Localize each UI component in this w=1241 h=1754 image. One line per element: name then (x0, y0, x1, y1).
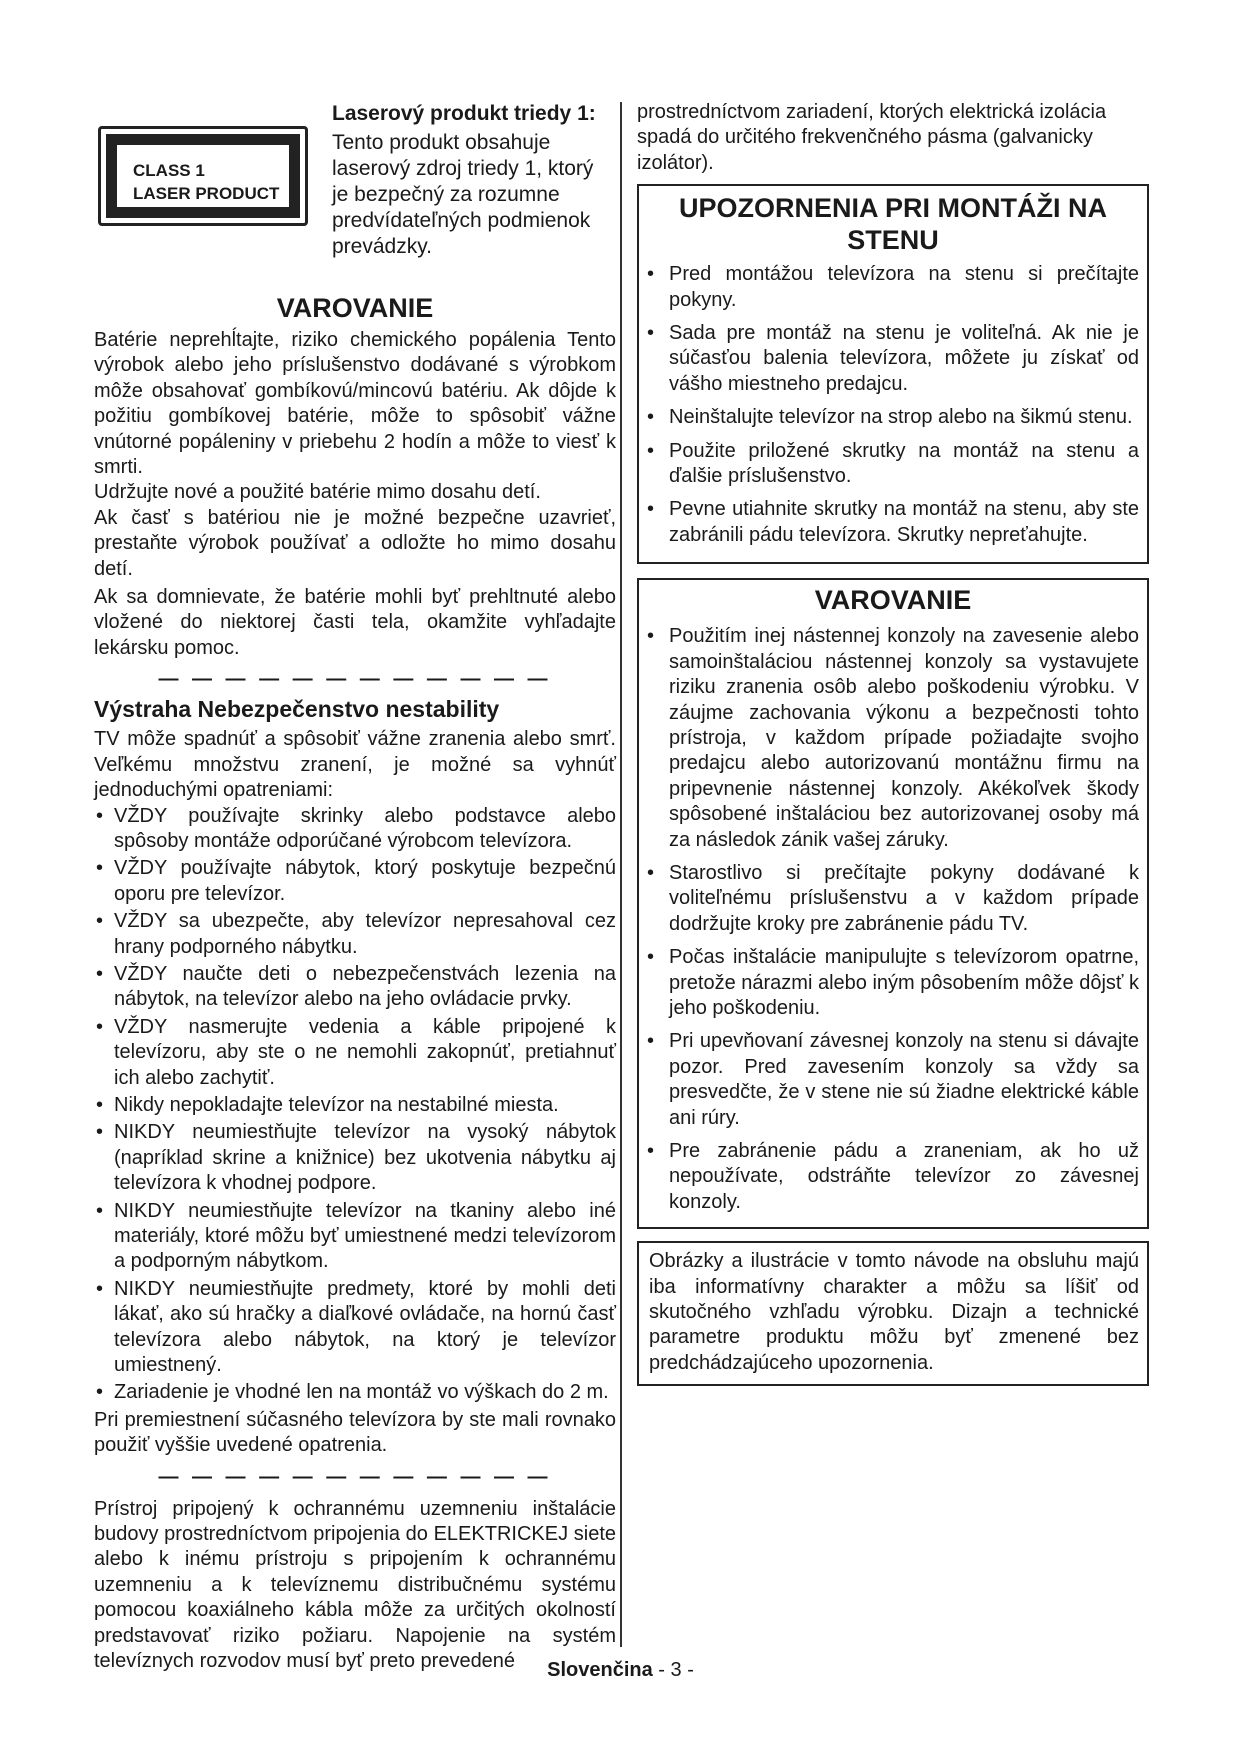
list-item: • Neinštalujte televízor na strop alebo na šikmú stenu. (639, 405, 1139, 430)
battery-warning-text: Ak časť s batériou nie je možné bezpečne uzavrieť, prestaňte výrobok používať a odložte ho mimo dosahu detí. (94, 506, 616, 580)
laser-title: Laserový produkt triedy 1: (332, 102, 596, 125)
separator: — — — — — — — — — — — — (158, 668, 552, 691)
list-item: • Pre zabránenie pádu a zraneniam, ak ho už nepoužívate, odstráňte televízor zo závesnej konzoly. (639, 1139, 1139, 1215)
mount-warning-box (637, 578, 1149, 1229)
list-item: • NIKDY neumiestňujte predmety, ktoré by mohli deti lákať, ako sú hračky a diaľkové ovládače, na hornú časť televízora alebo nábytok, na ktorý je televízor umiestnený. (94, 1277, 616, 1379)
list-item: • Pred montážou televízora na stenu si prečítajte pokyny. (639, 262, 1139, 313)
battery-warning-text: Ak sa domnievate, že batérie mohli byť prehltnuté alebo vložené do niektorej časti tela, okamžite vyhľadajte lekársku pomoc. (94, 586, 616, 659)
right-column (637, 100, 1149, 1386)
list-item: • Pri upevňovaní závesnej konzoly na stenu si dávajte pozor. Pred zavesením konzoly sa vždy sa presvedčte, že v stene nie sú žiadne elektrické káble ani rúry. (639, 1029, 1139, 1131)
list-item: • Nikdy nepokladajte televízor na nestabilné miesta. (94, 1093, 616, 1118)
list-item: • Použite priložené skrutky na montáž na stenu a ďalšie príslušenstvo. (639, 439, 1139, 490)
list-item: • NIKDY neumiestňujte televízor na tkaniny alebo iné materiály, ktoré môžu byť umiestnené medzi televízorom a podporným nábytkom. (94, 1199, 616, 1275)
mount-warning-title: VAROVANIE (814, 585, 972, 616)
laser-body: Tento produkt obsahuje laserový zdroj triedy 1, ktorý je bezpečný za rozumne predvídateľných podmienok prevádzky. (332, 131, 594, 258)
mount-warning-list (639, 624, 1139, 1215)
list-item: • Počas inštalácie manipulujte s televízorom opatrne, pretože nárazmi alebo iným pôsobením môže dôjsť k jeho poškodeniu. (639, 945, 1139, 1021)
wall-mount-box (637, 184, 1149, 564)
list-item: • VŽDY naučte deti o nebezpečenstvách lezenia na nábytok, na televízor alebo na jeho ovládacie prvky. (94, 962, 616, 1013)
list-item: • Sada pre montáž na stenu je voliteľná. Ak nie je súčasťou balenia televízora, môžete ju získať od vášho miestneho predajcu. (639, 321, 1139, 397)
grounding-text: Prístroj pripojený k ochrannému uzemneniu inštalácie budovy prostredníctvom pripojenia do ELEKTRICKEJ siete alebo k inému prístroju s pripojením k ochrannému uzemneniu a k televíznemu distribučnému systému pomocou koaxiálneho kábla môže za určitých okolností predstavovať riziko požiaru. Napojenie na systém televíznych rozvodov musí byť preto prevedené (94, 1497, 616, 1673)
list-item: • Pevne utiahnite skrutky na montáž na stenu, aby ste zabránili pádu televízora. Skrutky nepreťahujte. (639, 497, 1139, 548)
list-item: • Použitím inej nástennej konzoly na zavesenie alebo samoinštaláciou nástennej konzoly sa vystavujete riziku zranenia osôb alebo poškodeniu výrobku. V záujme zachovania výkonu a bezpečnosti tohto prístroja, v každom prípade požiadajte svojho predajcu alebo autorizovanú montážnu firmu na pripevnenie nástennej konzoly. Akékoľvek škody spôsobené inštaláciou bez autorizovanej osoby má za následok zánik vašej záruky. (639, 624, 1139, 853)
page-number: - 3 - (652, 1659, 694, 1681)
wall-mount-title: UPOZORNENIA PRI MONTÁŽI NA STENU (679, 193, 1107, 256)
list-item: • VŽDY používajte skrinky alebo podstavce alebo spôsoby montáže odporúčané výrobcom televízora. (94, 804, 616, 855)
stability-intro: TV môže spadnúť a spôsobiť vážne zranenia alebo smrť. Veľkému množstvu zranení, je možné sa vyhnúť jednoduchými opatreniami: (94, 728, 616, 802)
battery-warning-text: Udržujte nové a použité batérie mimo dosahu detí. (94, 481, 541, 504)
stability-list (94, 804, 616, 1406)
stability-title: Výstraha Nebezpečenstvo nestability (94, 696, 500, 723)
separator: — — — — — — — — — — — — (158, 1465, 552, 1488)
page-footer (0, 1658, 1241, 1683)
battery-warning-text: Batérie neprehĺtajte, riziko chemického popálenia Tento výrobok alebo jeho príslušenstvo dodávané s výrobkom môže obsahovať gombíkovú/mincovú batériu. Ak dôjde k požitiu gombíkovej batérie, môže to spôsobiť vážne vnútorné popáleniny v priebehu 2 hodín a môže to viesť k smrti. (94, 329, 616, 479)
disclaimer-text: Obrázky a ilustrácie v tomto návode na obsluhu majú iba informatívny charakter a môžu sa líšiť od skutočného vzhľadu výrobku. Dizajn a technické parametre produktu môžu byť zmenené bez predchádzajúceho upozornenia. (649, 1250, 1139, 1374)
list-item: • Zariadenie je vhodné len na montáž vo výškach do 2 m. (94, 1380, 616, 1405)
stability-outro: Pri premiestnení súčasného televízora by ste mali rovnako použiť vyššie uvedené opatrenia. (94, 1408, 616, 1457)
column-divider (620, 102, 622, 1647)
list-item: • Starostlivo si prečítajte pokyny dodávané k voliteľnému príslušenstvu a v každom prípade dodržujte kroky pre zabránenie pádu TV. (639, 861, 1139, 937)
laser-label-line2: LASER PRODUCT (133, 184, 280, 203)
laser-class-label (98, 126, 308, 226)
list-item: • NIKDY neumiestňujte televízor na vysoký nábytok (napríklad skrine a knižnice) bez ukotvenia nábytku aj televízora k vhodnej podpore. (94, 1120, 616, 1196)
laser-section (332, 100, 612, 260)
wall-mount-list (639, 262, 1139, 548)
grounding-text-continued: prostredníctvom zariadení, ktorých elektrická izolácia spadá do určitého frekvenčného pásma (galvanicky izolátor). (637, 101, 1107, 174)
list-item: • VŽDY nasmerujte vedenia a káble pripojené k televízoru, aby ste o ne nemohli zakopnúť, pretiahnuť ich alebo zachytiť. (94, 1015, 616, 1091)
disclaimer-box (637, 1241, 1149, 1386)
list-item: • VŽDY sa ubezpečte, aby televízor nepresahoval cez hrany podporného nábytku. (94, 909, 616, 960)
left-column (94, 292, 616, 1675)
battery-warning-title: VAROVANIE (276, 293, 434, 323)
laser-label-line1: CLASS 1 (133, 161, 205, 180)
footer-language: Slovenčina (547, 1659, 653, 1681)
list-item: • VŽDY používajte nábytok, ktorý poskytuje bezpečnú oporu pre televízor. (94, 856, 616, 907)
